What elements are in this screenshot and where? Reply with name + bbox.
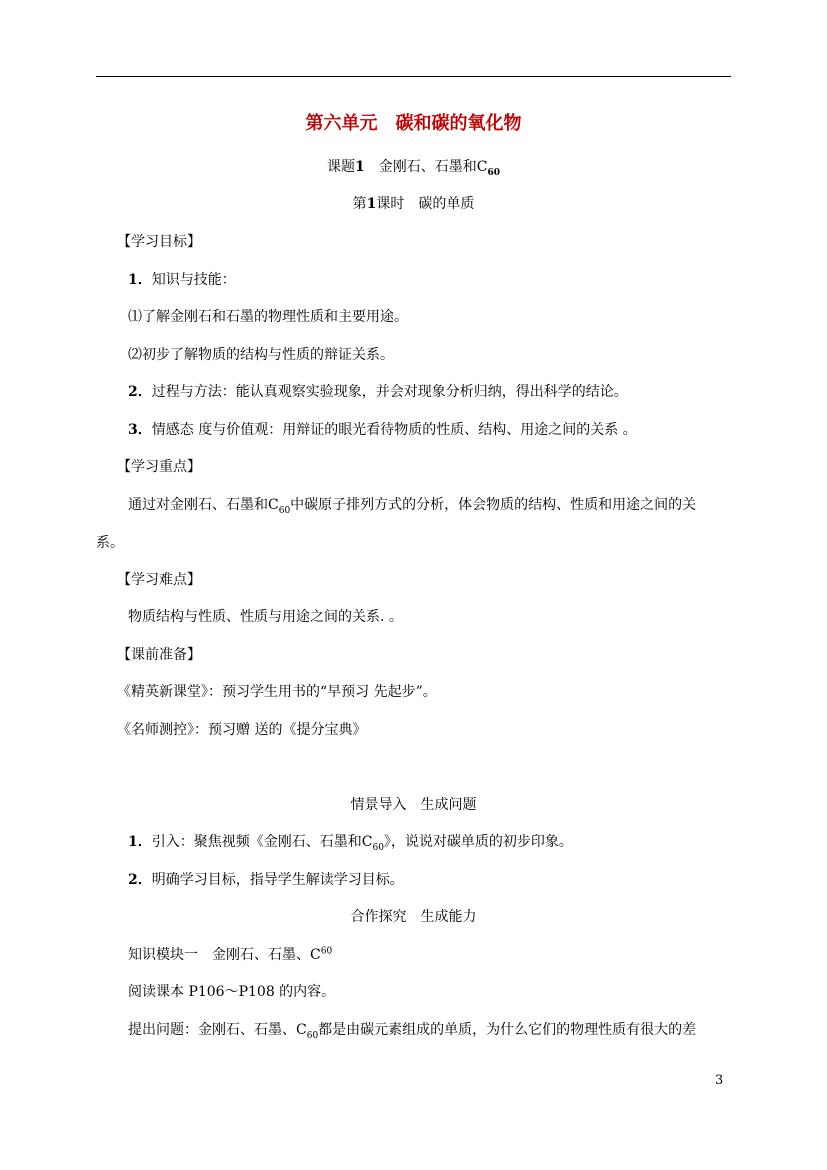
read-instruction: 阅读课本 P106～P108 的内容。 [128,984,336,1000]
goal-knowledge-num: 1． [128,272,152,288]
intro-step-1 [128,832,573,852]
key-text-b: 中碳原子排列方式的分析，体会物质的结构、性质和用途之间的关 [290,497,697,513]
prep-heading: 【课前准备】 [117,647,201,663]
difficulty-text: 物质结构与性质、性质与用途之间的关系. 。 [128,609,403,625]
period-rest: 课时 碳的单质 [376,196,475,212]
goal-process [128,382,628,402]
explore-heading: 合作探究 生成能力 [350,909,477,925]
goal-knowledge-text: 知识与技能： [151,272,236,288]
lesson-title [96,157,731,177]
goal-knowledge [128,270,236,290]
difficulty-heading: 【学习难点】 [117,572,201,588]
period-pre: 第 [352,196,367,212]
period-number: 1 [366,196,377,212]
goal-emotion-num: 3． [128,422,152,438]
key-text-cont: 系。 [96,535,124,551]
goal-knowledge-1: ⑴了解金刚石和石墨的物理性质和主要用途。 [128,309,408,325]
key-text-a: 通过对金刚石、石墨和C [128,497,279,513]
lesson-subscript: 60 [487,167,500,178]
goal-process-text: 过程与方法：能认真观察实验现象，并会对现象分析归纳，得出科学的结论。 [151,384,628,400]
key-text [128,495,696,515]
page-number: 3 [715,1073,724,1088]
intro-step-1-sub: 60 [372,842,384,853]
question [128,1020,696,1040]
intro-step-2 [128,870,404,890]
key-heading: 【学习重点】 [117,459,201,475]
intro-step-2-num: 2． [128,872,152,888]
lesson-number: 1 [355,159,365,175]
goal-emotion [128,420,637,440]
key-subscript: 60 [278,505,291,516]
goals-heading: 【学习目标】 [117,234,201,250]
lesson-title-label: 课题 [327,159,355,175]
question-sub: 60 [306,1030,319,1041]
prep-line-2: 《名师测控》：预习赠 送的《提分宝典》 [117,722,367,738]
intro-step-1-b: 》，说说对碳单质的初步印象。 [383,834,573,850]
module-title-a: 知识模块一 金刚石、石墨、C [128,947,321,963]
intro-step-1-num: 1． [128,834,152,850]
lesson-title-rest: 金刚石、石墨和C [364,159,488,175]
intro-step-2-text: 明确学习目标，指导学生解读学习目标。 [151,872,404,888]
module-title-sup: 60 [320,946,333,957]
question-b: 都是由碳元素组成的单质，为什么它们的物理性质有很大的差 [318,1022,697,1038]
module-title [128,945,332,965]
goal-emotion-text: 情感态 度与价值观：用辩证的眼光看待物质的性质、结构、用途之间的关系 。 [151,422,637,438]
period-title [96,194,731,214]
intro-step-1-a: 引入：聚焦视频《金刚石、石墨和C [151,834,373,850]
goal-knowledge-2: ⑵初步了解物质的结构与性质的辩证关系。 [128,347,394,363]
goal-process-num: 2． [128,384,152,400]
unit-title: 第六单元 碳和碳的氧化物 [305,113,522,134]
header-rule [96,76,731,77]
question-a: 提出问题：金刚石、石墨、C [128,1022,307,1038]
intro-heading: 情景导入 生成问题 [350,797,477,813]
prep-line-1: 《精英新课堂》：预习学生用书的“早预习 先起步”。 [117,684,437,700]
